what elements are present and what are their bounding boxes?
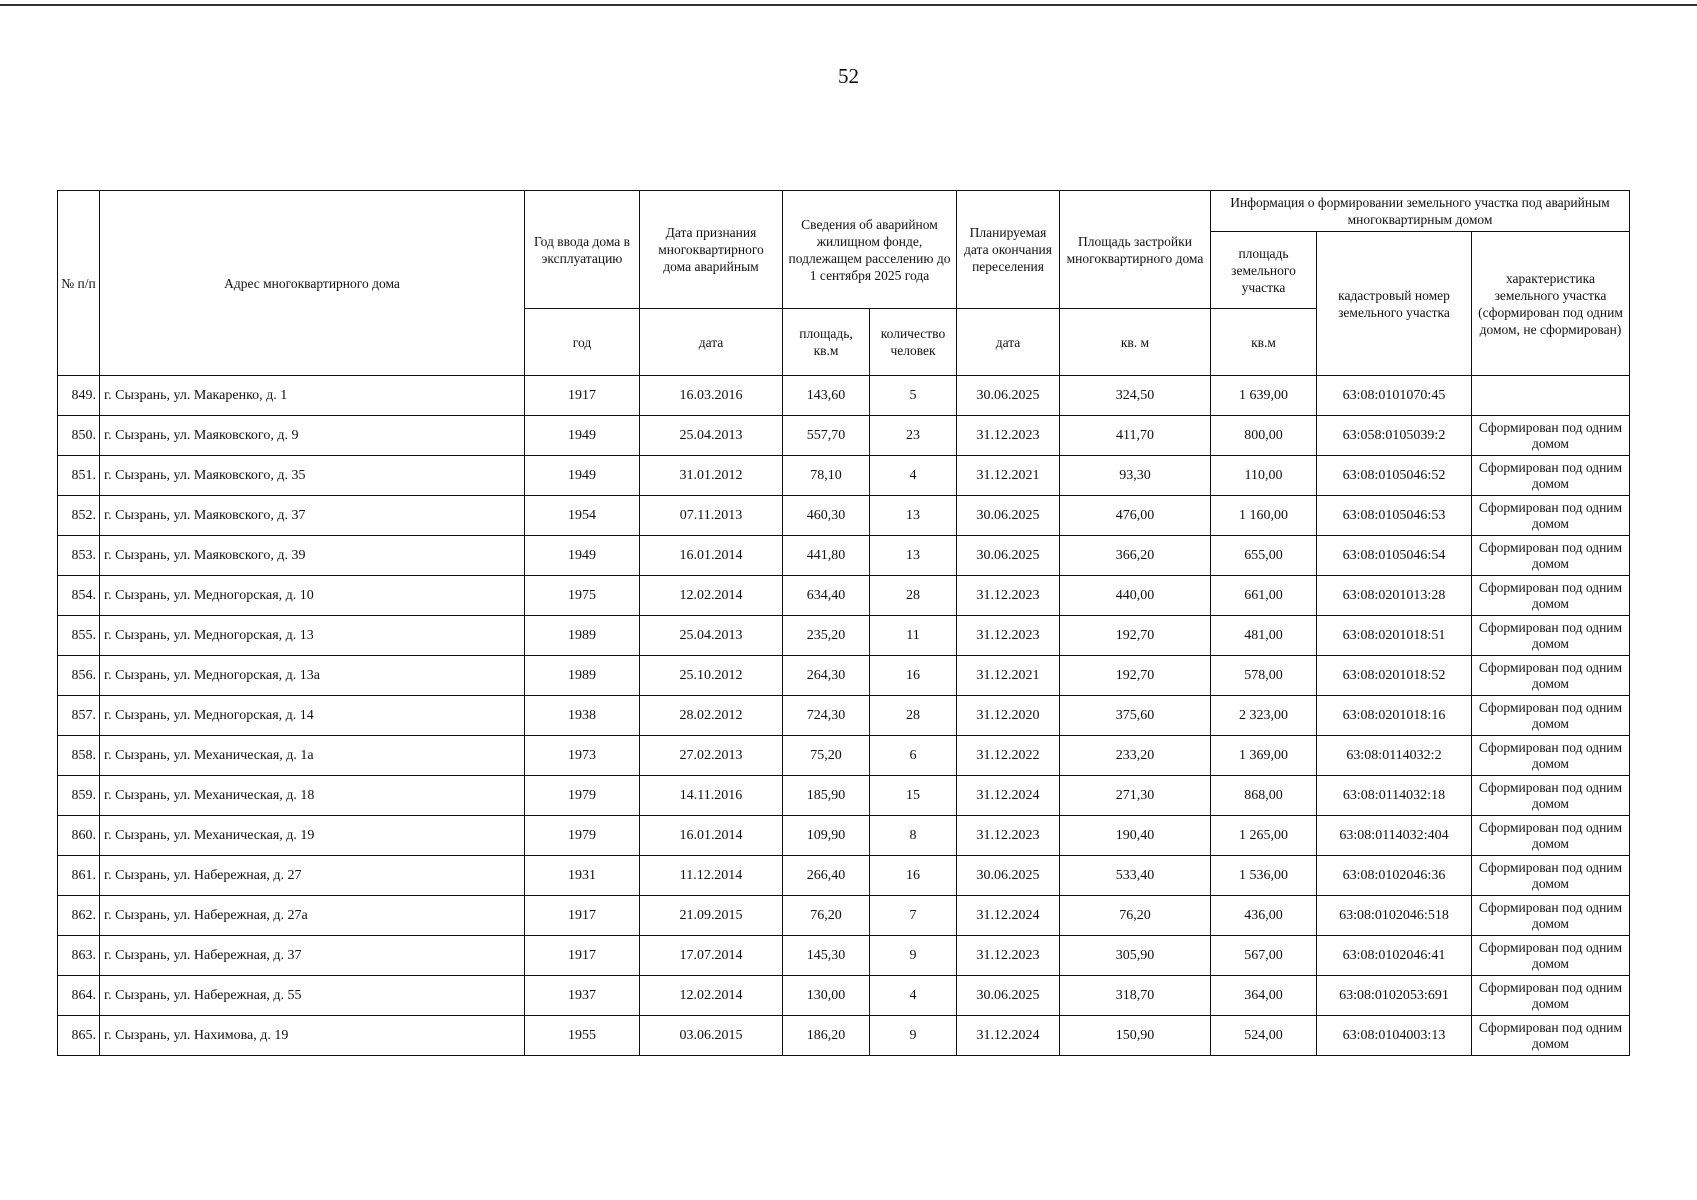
row-land-char: Сформирован под одним домом xyxy=(1472,576,1630,616)
table-row xyxy=(58,856,1630,896)
row-people: 4 xyxy=(870,976,957,1016)
row-address: г. Сызрань, ул. Маяковского, д. 37 xyxy=(100,496,525,536)
row-num: 855. xyxy=(58,616,100,656)
row-land-char: Сформирован под одним домом xyxy=(1472,1016,1630,1056)
row-people: 5 xyxy=(870,376,957,416)
row-num: 861. xyxy=(58,856,100,896)
header-land-info: Информация о формировании земельного участка под аварийным многоквартирным домом xyxy=(1211,191,1630,232)
row-cadastral: 63:08:0104003:13 xyxy=(1317,1016,1472,1056)
row-cadastral: 63:08:0102046:518 xyxy=(1317,896,1472,936)
row-people: 9 xyxy=(870,1016,957,1056)
row-cadastral: 63:08:0102053:691 xyxy=(1317,976,1472,1016)
row-land-char: Сформирован под одним домом xyxy=(1472,536,1630,576)
row-recog-date: 25.04.2013 xyxy=(640,616,783,656)
row-people: 28 xyxy=(870,576,957,616)
row-plan-date: 30.06.2025 xyxy=(957,376,1060,416)
row-year: 1937 xyxy=(525,976,640,1016)
row-build-area: 305,90 xyxy=(1060,936,1211,976)
row-build-area: 375,60 xyxy=(1060,696,1211,736)
header-unit-year: год xyxy=(525,309,640,376)
row-year: 1979 xyxy=(525,776,640,816)
row-num: 860. xyxy=(58,816,100,856)
row-year: 1989 xyxy=(525,656,640,696)
row-land-char: Сформирован под одним домом xyxy=(1472,776,1630,816)
row-people: 8 xyxy=(870,816,957,856)
row-land-area: 567,00 xyxy=(1211,936,1317,976)
row-num: 849. xyxy=(58,376,100,416)
row-cadastral: 63:08:0105046:53 xyxy=(1317,496,1472,536)
row-address: г. Сызрань, ул. Медногорская, д. 13 xyxy=(100,616,525,656)
row-area: 78,10 xyxy=(783,456,870,496)
row-year: 1938 xyxy=(525,696,640,736)
row-cadastral: 63:08:0102046:36 xyxy=(1317,856,1472,896)
row-num: 850. xyxy=(58,416,100,456)
row-cadastral: 63:08:0114032:18 xyxy=(1317,776,1472,816)
row-num: 857. xyxy=(58,696,100,736)
header-unit-area: площадь, кв.м xyxy=(783,309,870,376)
row-land-char: Сформирован под одним домом xyxy=(1472,736,1630,776)
row-address: г. Сызрань, ул. Набережная, д. 27а xyxy=(100,896,525,936)
row-people: 13 xyxy=(870,496,957,536)
table-row xyxy=(58,936,1630,976)
row-build-area: 318,70 xyxy=(1060,976,1211,1016)
row-address: г. Сызрань, ул. Медногорская, д. 14 xyxy=(100,696,525,736)
row-year: 1917 xyxy=(525,896,640,936)
row-build-area: 150,90 xyxy=(1060,1016,1211,1056)
row-build-area: 476,00 xyxy=(1060,496,1211,536)
row-plan-date: 31.12.2021 xyxy=(957,456,1060,496)
header-emergency-fund: Сведения об аварийном жилищном фонде, подлежащем расселению до 1 сентября 2025 года xyxy=(783,191,957,309)
row-year: 1989 xyxy=(525,616,640,656)
row-cadastral: 63:058:0105039:2 xyxy=(1317,416,1472,456)
header-num: № п/п xyxy=(58,191,100,376)
row-recog-date: 16.01.2014 xyxy=(640,536,783,576)
row-recog-date: 16.03.2016 xyxy=(640,376,783,416)
row-land-area: 800,00 xyxy=(1211,416,1317,456)
row-num: 865. xyxy=(58,1016,100,1056)
header-planned-date: Планируемая дата окончания переселения xyxy=(957,191,1060,309)
row-land-area: 481,00 xyxy=(1211,616,1317,656)
table-row xyxy=(58,896,1630,936)
row-people: 15 xyxy=(870,776,957,816)
row-plan-date: 31.12.2024 xyxy=(957,896,1060,936)
row-year: 1949 xyxy=(525,416,640,456)
header-unit-date2: дата xyxy=(957,309,1060,376)
header-unit-date: дата xyxy=(640,309,783,376)
row-address: г. Сызрань, ул. Макаренко, д. 1 xyxy=(100,376,525,416)
row-area: 460,30 xyxy=(783,496,870,536)
row-land-area: 655,00 xyxy=(1211,536,1317,576)
row-cadastral: 63:08:0105046:52 xyxy=(1317,456,1472,496)
row-build-area: 192,70 xyxy=(1060,656,1211,696)
row-land-area: 1 265,00 xyxy=(1211,816,1317,856)
row-address: г. Сызрань, ул. Механическая, д. 18 xyxy=(100,776,525,816)
row-cadastral: 63:08:0114032:404 xyxy=(1317,816,1472,856)
row-area: 557,70 xyxy=(783,416,870,456)
table-row xyxy=(58,776,1630,816)
row-people: 23 xyxy=(870,416,957,456)
table-row xyxy=(58,656,1630,696)
table-row xyxy=(58,376,1630,416)
table-row xyxy=(58,816,1630,856)
row-land-area: 868,00 xyxy=(1211,776,1317,816)
row-build-area: 190,40 xyxy=(1060,816,1211,856)
row-land-area: 2 323,00 xyxy=(1211,696,1317,736)
row-plan-date: 30.06.2025 xyxy=(957,856,1060,896)
row-area: 264,30 xyxy=(783,656,870,696)
row-build-area: 366,20 xyxy=(1060,536,1211,576)
row-people: 4 xyxy=(870,456,957,496)
row-land-char: Сформирован под одним домом xyxy=(1472,856,1630,896)
emergency-housing-table xyxy=(57,190,1630,1056)
row-area: 185,90 xyxy=(783,776,870,816)
row-people: 11 xyxy=(870,616,957,656)
row-cadastral: 63:08:0102046:41 xyxy=(1317,936,1472,976)
row-recog-date: 25.04.2013 xyxy=(640,416,783,456)
row-address: г. Сызрань, ул. Маяковского, д. 9 xyxy=(100,416,525,456)
row-area: 109,90 xyxy=(783,816,870,856)
row-plan-date: 31.12.2023 xyxy=(957,576,1060,616)
row-land-char: Сформирован под одним домом xyxy=(1472,456,1630,496)
row-land-area: 578,00 xyxy=(1211,656,1317,696)
row-build-area: 93,30 xyxy=(1060,456,1211,496)
row-cadastral: 63:08:0105046:54 xyxy=(1317,536,1472,576)
row-recog-date: 12.02.2014 xyxy=(640,976,783,1016)
row-recog-date: 07.11.2013 xyxy=(640,496,783,536)
row-recog-date: 31.01.2012 xyxy=(640,456,783,496)
row-address: г. Сызрань, ул. Механическая, д. 19 xyxy=(100,816,525,856)
row-address: г. Сызрань, ул. Механическая, д. 1а xyxy=(100,736,525,776)
header-building-area: Площадь застройки многоквартирного дома xyxy=(1060,191,1211,309)
row-plan-date: 30.06.2025 xyxy=(957,496,1060,536)
row-year: 1949 xyxy=(525,536,640,576)
row-recog-date: 25.10.2012 xyxy=(640,656,783,696)
row-recog-date: 21.09.2015 xyxy=(640,896,783,936)
table-row xyxy=(58,536,1630,576)
row-plan-date: 31.12.2023 xyxy=(957,816,1060,856)
row-land-char: Сформирован под одним домом xyxy=(1472,896,1630,936)
row-area: 266,40 xyxy=(783,856,870,896)
row-land-char: Сформирован под одним домом xyxy=(1472,616,1630,656)
row-cadastral: 63:08:0201018:16 xyxy=(1317,696,1472,736)
row-year: 1931 xyxy=(525,856,640,896)
table-row xyxy=(58,576,1630,616)
row-num: 862. xyxy=(58,896,100,936)
row-plan-date: 31.12.2024 xyxy=(957,776,1060,816)
row-build-area: 324,50 xyxy=(1060,376,1211,416)
row-land-area: 1 639,00 xyxy=(1211,376,1317,416)
header-land-area: площадь земельного участка xyxy=(1211,232,1317,309)
row-plan-date: 31.12.2021 xyxy=(957,656,1060,696)
row-land-area: 661,00 xyxy=(1211,576,1317,616)
header-unit-kv-m: кв. м xyxy=(1060,309,1211,376)
row-people: 7 xyxy=(870,896,957,936)
row-num: 851. xyxy=(58,456,100,496)
row-cadastral: 63:08:0201018:51 xyxy=(1317,616,1472,656)
row-recog-date: 27.02.2013 xyxy=(640,736,783,776)
row-year: 1917 xyxy=(525,936,640,976)
row-recog-date: 03.06.2015 xyxy=(640,1016,783,1056)
row-cadastral: 63:08:0114032:2 xyxy=(1317,736,1472,776)
row-area: 186,20 xyxy=(783,1016,870,1056)
row-address: г. Сызрань, ул. Маяковского, д. 35 xyxy=(100,456,525,496)
row-plan-date: 30.06.2025 xyxy=(957,536,1060,576)
row-year: 1973 xyxy=(525,736,640,776)
row-people: 13 xyxy=(870,536,957,576)
row-build-area: 533,40 xyxy=(1060,856,1211,896)
row-area: 75,20 xyxy=(783,736,870,776)
table-row xyxy=(58,1016,1630,1056)
header-year-commissioning: Год ввода дома в эксплуатацию xyxy=(525,191,640,309)
row-address: г. Сызрань, ул. Набережная, д. 37 xyxy=(100,936,525,976)
row-land-char: Сформирован под одним домом xyxy=(1472,416,1630,456)
row-land-char: Сформирован под одним домом xyxy=(1472,816,1630,856)
row-num: 853. xyxy=(58,536,100,576)
row-land-area: 1 160,00 xyxy=(1211,496,1317,536)
row-land-area: 110,00 xyxy=(1211,456,1317,496)
row-recog-date: 11.12.2014 xyxy=(640,856,783,896)
table-row xyxy=(58,696,1630,736)
row-num: 858. xyxy=(58,736,100,776)
row-plan-date: 31.12.2023 xyxy=(957,616,1060,656)
row-num: 859. xyxy=(58,776,100,816)
row-area: 76,20 xyxy=(783,896,870,936)
row-address: г. Сызрань, ул. Медногорская, д. 10 xyxy=(100,576,525,616)
row-plan-date: 31.12.2020 xyxy=(957,696,1060,736)
row-recog-date: 16.01.2014 xyxy=(640,816,783,856)
row-land-area: 364,00 xyxy=(1211,976,1317,1016)
row-land-char: Сформирован под одним домом xyxy=(1472,976,1630,1016)
row-area: 724,30 xyxy=(783,696,870,736)
row-plan-date: 31.12.2023 xyxy=(957,416,1060,456)
row-plan-date: 30.06.2025 xyxy=(957,976,1060,1016)
row-address: г. Сызрань, ул. Маяковского, д. 39 xyxy=(100,536,525,576)
row-people: 16 xyxy=(870,656,957,696)
row-land-area: 436,00 xyxy=(1211,896,1317,936)
header-unit-kvm: кв.м xyxy=(1211,309,1317,376)
row-build-area: 440,00 xyxy=(1060,576,1211,616)
row-land-char: Сформирован под одним домом xyxy=(1472,496,1630,536)
row-area: 130,00 xyxy=(783,976,870,1016)
table-row xyxy=(58,456,1630,496)
row-build-area: 271,30 xyxy=(1060,776,1211,816)
row-num: 852. xyxy=(58,496,100,536)
row-people: 16 xyxy=(870,856,957,896)
row-people: 9 xyxy=(870,936,957,976)
row-build-area: 233,20 xyxy=(1060,736,1211,776)
row-area: 441,80 xyxy=(783,536,870,576)
row-recog-date: 28.02.2012 xyxy=(640,696,783,736)
row-land-area: 1 536,00 xyxy=(1211,856,1317,896)
table-row xyxy=(58,416,1630,456)
header-land-char: характеристика земельного участка (сформирован под одним домом, не сформирован) xyxy=(1472,232,1630,376)
row-address: г. Сызрань, ул. Набережная, д. 55 xyxy=(100,976,525,1016)
row-address: г. Сызрань, ул. Медногорская, д. 13а xyxy=(100,656,525,696)
row-land-char: Сформирован под одним домом xyxy=(1472,696,1630,736)
row-num: 854. xyxy=(58,576,100,616)
row-num: 864. xyxy=(58,976,100,1016)
header-recognition-date: Дата признания многоквартирного дома аварийным xyxy=(640,191,783,309)
row-build-area: 76,20 xyxy=(1060,896,1211,936)
row-area: 634,40 xyxy=(783,576,870,616)
header-cadastral: кадастровый номер земельного участка xyxy=(1317,232,1472,376)
row-build-area: 411,70 xyxy=(1060,416,1211,456)
row-recog-date: 12.02.2014 xyxy=(640,576,783,616)
row-plan-date: 31.12.2022 xyxy=(957,736,1060,776)
table-row xyxy=(58,496,1630,536)
row-people: 28 xyxy=(870,696,957,736)
row-recog-date: 14.11.2016 xyxy=(640,776,783,816)
row-year: 1975 xyxy=(525,576,640,616)
row-land-char: Сформирован под одним домом xyxy=(1472,656,1630,696)
row-area: 145,30 xyxy=(783,936,870,976)
row-cadastral: 63:08:0101070:45 xyxy=(1317,376,1472,416)
row-address: г. Сызрань, ул. Набережная, д. 27 xyxy=(100,856,525,896)
row-plan-date: 31.12.2023 xyxy=(957,936,1060,976)
row-land-char: Сформирован под одним домом xyxy=(1472,936,1630,976)
row-area: 235,20 xyxy=(783,616,870,656)
row-recog-date: 17.07.2014 xyxy=(640,936,783,976)
table-row xyxy=(58,736,1630,776)
row-year: 1917 xyxy=(525,376,640,416)
row-people: 6 xyxy=(870,736,957,776)
row-num: 856. xyxy=(58,656,100,696)
row-num: 863. xyxy=(58,936,100,976)
row-land-area: 1 369,00 xyxy=(1211,736,1317,776)
row-year: 1979 xyxy=(525,816,640,856)
row-year: 1955 xyxy=(525,1016,640,1056)
header-unit-people: количество человек xyxy=(870,309,957,376)
row-year: 1949 xyxy=(525,456,640,496)
row-land-area: 524,00 xyxy=(1211,1016,1317,1056)
row-cadastral: 63:08:0201018:52 xyxy=(1317,656,1472,696)
row-build-area: 192,70 xyxy=(1060,616,1211,656)
header-address: Адрес многоквартирного дома xyxy=(100,191,525,376)
table-row xyxy=(58,976,1630,1016)
row-address: г. Сызрань, ул. Нахимова, д. 19 xyxy=(100,1016,525,1056)
row-land-char xyxy=(1472,376,1630,416)
row-year: 1954 xyxy=(525,496,640,536)
row-area: 143,60 xyxy=(783,376,870,416)
row-cadastral: 63:08:0201013:28 xyxy=(1317,576,1472,616)
table-row xyxy=(58,616,1630,656)
row-plan-date: 31.12.2024 xyxy=(957,1016,1060,1056)
page-number: 52 xyxy=(838,64,859,88)
top-rule xyxy=(0,4,1697,6)
